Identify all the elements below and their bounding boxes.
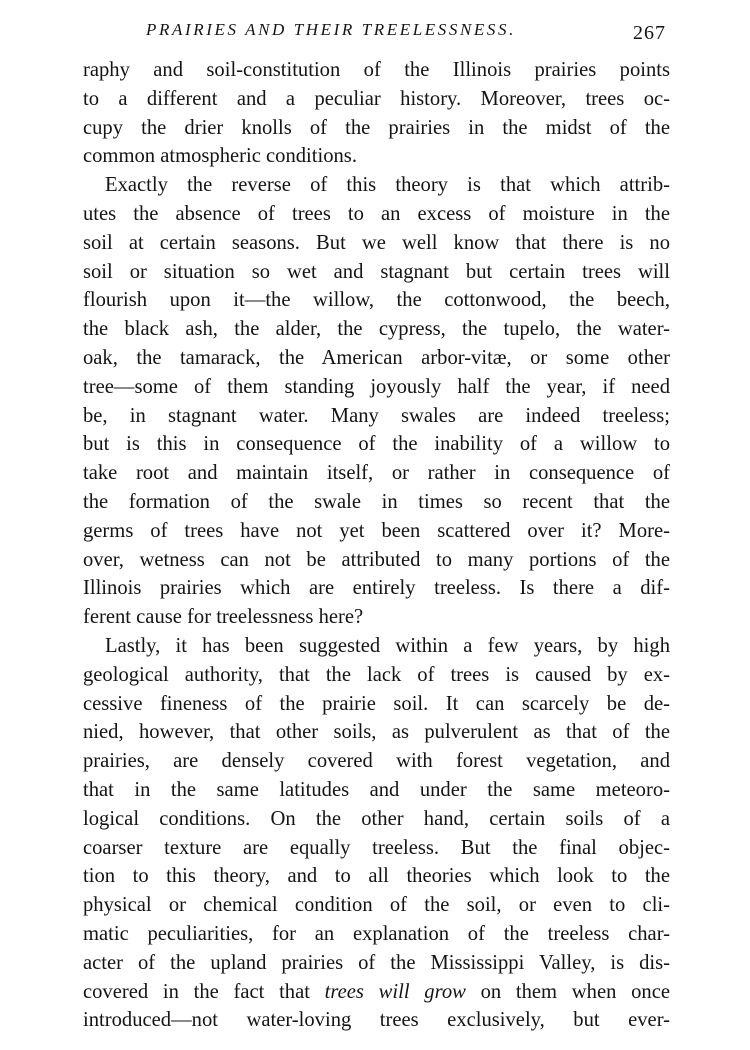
text-line: the formation of the swale in times so recent that the [83, 490, 670, 513]
text-line: to a different and a peculiar history. Moreover, trees oc- [83, 87, 670, 110]
text-line: soil at certain seasons. But we well know that there is no [83, 231, 670, 254]
text-line: ferent cause for treelessness here? [83, 606, 364, 629]
text-line: over, wetness can not be attributed to many portions of the [83, 548, 670, 571]
emphasized-text: trees will grow [324, 980, 466, 1003]
text-line: Illinois prairies which are entirely treeless. Is there a dif- [83, 577, 670, 600]
paragraph [83, 632, 670, 1035]
text-line: raphy and soil-constitution of the Illinois prairies points [83, 59, 670, 81]
text-line: geological authority, that the lack of trees is caused by ex- [83, 663, 670, 686]
text-line: but is this in consequence of the inability of a willow to [83, 433, 670, 456]
paragraph [83, 171, 670, 632]
text-line: be, in stagnant water. Many swales are indeed treeless; [83, 404, 670, 427]
running-head: PRAIRIES AND THEIR TREELESSNESS. [146, 20, 516, 39]
text-line: acter of the upland prairies of the Mississippi Valley, is dis- [83, 951, 670, 974]
text-line: that in the same latitudes and under the same meteoro- [83, 778, 670, 801]
text-line: coarser texture are equally treeless. But the final objec- [83, 836, 670, 859]
text-line: Lastly, it has been suggested within a few years, by high [105, 634, 670, 657]
text-line: nied, however, that other soils, as pulverulent as that of the [83, 721, 670, 744]
text-line: the black ash, the alder, the cypress, the tupelo, the water- [83, 318, 670, 341]
text-line: tree—some of them standing joyously half the year, if need [83, 375, 670, 398]
body-text [83, 56, 670, 1035]
text-run: on them when once [465, 980, 670, 1003]
text-line: germs of trees have not yet been scattered over it? More- [83, 519, 670, 542]
text-line: physical or chemical condition of the soil, or even to cli- [83, 894, 670, 917]
text-line: utes the absence of trees to an excess of moisture in the [83, 202, 670, 225]
text-line: Exactly the reverse of this theory is that which attrib- [105, 174, 670, 197]
text-run: covered in the fact that [83, 980, 325, 1003]
text-line: oak, the tamarack, the American arbor-vitæ, or some other [83, 346, 670, 369]
text-line: cupy the drier knolls of the prairies in the midst of the [83, 116, 670, 139]
text-line: common atmospheric conditions. [83, 145, 357, 168]
text-line: take root and maintain itself, or rather in consequence of [83, 462, 670, 485]
text-line-with-emphasis [83, 978, 670, 1007]
paragraph [83, 56, 670, 171]
text-line: prairies, are densely covered with forest vegetation, and [83, 750, 670, 773]
page-number: 267 [633, 22, 666, 44]
text-line: introduced—not water-loving trees exclusively, but ever- [83, 1009, 670, 1032]
text-line: soil or situation so wet and stagnant but certain trees will [83, 260, 670, 283]
text-line: flourish upon it—the willow, the cottonwood, the beech, [83, 289, 670, 312]
text-line: tion to this theory, and to all theories which look to the [83, 865, 670, 888]
text-line: matic peculiarities, for an explanation of the treeless char- [83, 922, 670, 945]
text-line: logical conditions. On the other hand, certain soils of a [83, 807, 670, 830]
page-header [96, 16, 666, 46]
text-line: cessive fineness of the prairie soil. It can scarcely be de- [83, 692, 670, 715]
